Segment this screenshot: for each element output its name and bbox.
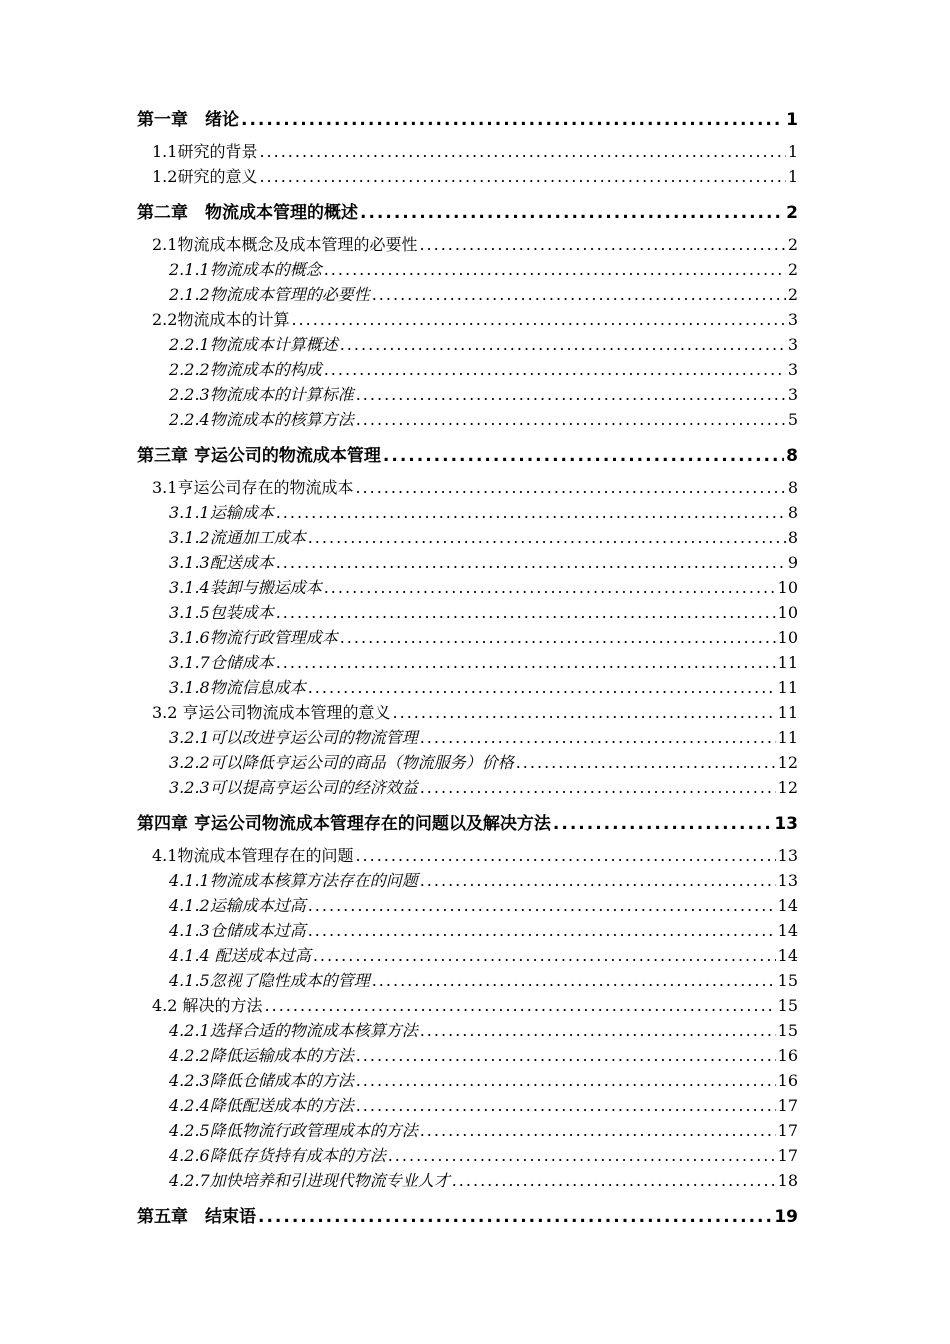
dot-leader <box>420 1021 776 1040</box>
dot-leader <box>356 1096 776 1115</box>
toc-entry-title: 4.1.1物流成本核算方法存在的问题 <box>169 871 418 890</box>
toc-entry-title: 3.1.6物流行政管理成本 <box>169 628 338 647</box>
toc-entry-page-number: 3 <box>787 385 798 404</box>
dot-leader <box>276 503 786 522</box>
toc-entry-sec[interactable] <box>152 232 798 255</box>
toc-entry-page-number: 3 <box>787 310 798 329</box>
dot-leader <box>516 753 776 772</box>
toc-entry-title: 1.1研究的背景 <box>152 142 258 161</box>
toc-entry-page-number: 9 <box>787 553 798 572</box>
toc-entry-page-number: 13 <box>777 846 798 865</box>
toc-entry-sub[interactable] <box>169 725 798 748</box>
dot-leader <box>276 603 776 622</box>
toc-entry-page-number: 10 <box>777 603 798 622</box>
toc-entry-sub[interactable] <box>169 600 798 623</box>
toc-entry-sub[interactable] <box>169 968 798 991</box>
dot-leader <box>355 478 785 497</box>
toc-entry-title: 4.2.5降低物流行政管理成本的方法 <box>169 1121 418 1140</box>
toc-entry-sub[interactable] <box>169 550 798 573</box>
toc-entry-title: 3.1亨运公司存在的物流成本 <box>152 478 354 497</box>
toc-entry-title: 4.1物流成本管理存在的问题 <box>152 846 354 865</box>
toc-entry-sec[interactable] <box>152 843 798 866</box>
toc-entry-sec[interactable] <box>152 993 798 1016</box>
dot-leader <box>265 996 776 1015</box>
toc-entry-page-number: 10 <box>777 628 798 647</box>
toc-entry-page-number: 17 <box>777 1096 798 1115</box>
toc-entry-page-number: 15 <box>777 996 798 1015</box>
toc-entry-sub[interactable] <box>169 1143 798 1166</box>
dot-leader <box>360 203 784 223</box>
toc-entry-title: 4.1.5忽视了隐性成本的管理 <box>169 971 370 990</box>
toc-entry-sub[interactable] <box>169 1093 798 1116</box>
toc-entry-title: 3.1.4装卸与搬运成本 <box>169 578 322 597</box>
dot-leader <box>241 110 784 130</box>
toc-entry-sub[interactable] <box>169 775 798 798</box>
toc-entry-sec[interactable] <box>152 164 798 187</box>
toc-entry-sec[interactable] <box>152 700 798 723</box>
dot-leader <box>291 310 785 329</box>
toc-entry-title: 4.1.2运输成本过高 <box>169 896 306 915</box>
toc-entry-title: 第五章 结束语 <box>137 1207 256 1227</box>
toc-entry-title: 1.2研究的意义 <box>152 167 258 186</box>
toc-entry-page-number: 17 <box>777 1146 798 1165</box>
toc-entry-page-number: 1 <box>787 142 798 161</box>
toc-entry-page-number: 8 <box>787 478 798 497</box>
toc-entry-page-number: 18 <box>777 1171 798 1190</box>
toc-entry-title: 4.2.6降低存货持有成本的方法 <box>169 1146 386 1165</box>
toc-entry-title: 第三章 亨运公司的物流成本管理 <box>137 446 381 466</box>
toc-entry-sub[interactable] <box>169 650 798 673</box>
toc-entry-chapter[interactable] <box>137 105 798 130</box>
toc-entry-sub[interactable] <box>169 868 798 891</box>
dot-leader <box>383 446 784 466</box>
dot-leader <box>356 1071 776 1090</box>
dot-leader <box>340 628 776 647</box>
dot-leader <box>259 167 785 186</box>
toc-entry-title: 2.2.3物流成本的计算标准 <box>169 385 354 404</box>
toc-entry-page-number: 11 <box>777 728 798 747</box>
dot-leader <box>276 653 776 672</box>
toc-entry-title: 3.2.1可以改进亨运公司的物流管理 <box>169 728 418 747</box>
toc-entry-page-number: 3 <box>787 360 798 379</box>
toc-entry-page-number: 1 <box>786 110 798 130</box>
toc-entry-sub[interactable] <box>169 575 798 598</box>
toc-entry-title: 3.1.8物流信息成本 <box>169 678 306 697</box>
toc-entry-title: 3.1.7仓储成本 <box>169 653 274 672</box>
toc-entry-page-number: 2 <box>787 260 798 279</box>
dot-leader <box>258 1207 772 1227</box>
toc-entry-sec[interactable] <box>152 475 798 498</box>
dot-leader <box>420 871 776 890</box>
toc-entry-title: 第二章 物流成本管理的概述 <box>137 203 358 223</box>
toc-entry-title: 4.2 解决的方法 <box>152 996 263 1015</box>
toc-entry-page-number: 15 <box>777 971 798 990</box>
dot-leader <box>324 260 786 279</box>
dot-leader <box>356 385 786 404</box>
toc-entry-title: 第一章 绪论 <box>137 110 239 130</box>
toc-entry-page-number: 11 <box>777 703 798 722</box>
toc-entry-sub[interactable] <box>169 1068 798 1091</box>
dot-leader <box>308 896 776 915</box>
toc-entry-sub[interactable] <box>169 282 798 305</box>
toc-entry-sub[interactable] <box>169 382 798 405</box>
toc-entry-page-number: 16 <box>777 1071 798 1090</box>
toc-entry-title: 2.2.4物流成本的核算方法 <box>169 410 354 429</box>
toc-entry-page-number: 1 <box>787 167 798 186</box>
toc-entry-page-number: 12 <box>777 753 798 772</box>
toc-entry-title: 4.2.1选择合适的物流成本核算方法 <box>169 1021 418 1040</box>
toc-entry-chapter[interactable] <box>137 441 798 466</box>
toc-entry-page-number: 17 <box>777 1121 798 1140</box>
dot-leader <box>356 1046 776 1065</box>
toc-entry-sub[interactable] <box>169 675 798 698</box>
toc-entry-page-number: 13 <box>774 814 798 834</box>
toc-entry-page-number: 3 <box>787 335 798 354</box>
toc-entry-sub[interactable] <box>169 1018 798 1041</box>
toc-entry-sub[interactable] <box>169 357 798 380</box>
toc-entry-title: 3.2.3可以提高亨运公司的经济效益 <box>169 778 418 797</box>
toc-entry-chapter[interactable] <box>137 809 798 834</box>
toc-entry-title: 3.1.1运输成本 <box>169 503 274 522</box>
dot-leader <box>313 946 776 965</box>
toc-entry-page-number: 11 <box>777 678 798 697</box>
dot-leader <box>324 360 786 379</box>
toc-entry-page-number: 2 <box>787 235 798 254</box>
toc-entry-page-number: 2 <box>786 203 798 223</box>
toc-entry-sec[interactable] <box>152 139 798 162</box>
toc-entry-title: 3.1.2流通加工成本 <box>169 528 306 547</box>
toc-entry-title: 4.2.3降低仓储成本的方法 <box>169 1071 354 1090</box>
toc-entry-sub[interactable] <box>169 500 798 523</box>
toc-entry-sub[interactable] <box>169 525 798 548</box>
toc-entry-page-number: 8 <box>787 503 798 522</box>
dot-leader <box>419 235 785 254</box>
dot-leader <box>355 846 775 865</box>
dot-leader <box>452 1171 776 1190</box>
toc-entry-sub[interactable] <box>169 1168 798 1191</box>
toc-entry-chapter[interactable] <box>137 198 798 223</box>
toc-entry-page-number: 19 <box>774 1207 798 1227</box>
toc-entry-sub[interactable] <box>169 943 798 966</box>
toc-entry-title: 2.1物流成本概念及成本管理的必要性 <box>152 235 418 254</box>
toc-entry-title: 4.2.4降低配送成本的方法 <box>169 1096 354 1115</box>
toc-entry-title: 3.2 亨运公司物流成本管理的意义 <box>152 703 391 722</box>
dot-leader <box>340 335 786 354</box>
dot-leader <box>393 703 776 722</box>
toc-entry-title: 3.1.5包装成本 <box>169 603 274 622</box>
toc-entry-page-number: 8 <box>786 446 798 466</box>
toc-entry-title: 4.2.7加快培养和引进现代物流专业人才 <box>169 1171 450 1190</box>
dot-leader <box>372 285 786 304</box>
dot-leader <box>372 971 776 990</box>
toc-entry-sub[interactable] <box>169 1043 798 1066</box>
toc-entry-sub[interactable] <box>169 750 798 773</box>
toc-entry-sub[interactable] <box>169 625 798 648</box>
toc-entry-sub[interactable] <box>169 257 798 280</box>
dot-leader <box>308 528 786 547</box>
dot-leader <box>324 578 776 597</box>
toc-entry-sub[interactable] <box>169 918 798 941</box>
toc-entry-chapter[interactable] <box>137 1202 798 1227</box>
toc-entry-sub[interactable] <box>169 407 798 430</box>
toc-entry-title: 4.1.3仓储成本过高 <box>169 921 306 940</box>
toc-entry-title: 2.1.1物流成本的概念 <box>169 260 322 279</box>
toc-entry-page-number: 11 <box>777 653 798 672</box>
toc-entry-sec[interactable] <box>152 307 798 330</box>
dot-leader <box>308 678 776 697</box>
toc-entry-sub[interactable] <box>169 1118 798 1141</box>
toc-entry-title: 2.2.1物流成本计算概述 <box>169 335 338 354</box>
dot-leader <box>388 1146 776 1165</box>
dot-leader <box>420 728 776 747</box>
toc-entry-page-number: 8 <box>787 528 798 547</box>
toc-entry-title: 3.2.2可以降低亨运公司的商品（物流服务）价格 <box>169 753 514 772</box>
toc-entry-page-number: 14 <box>777 946 798 965</box>
toc-entry-page-number: 12 <box>777 778 798 797</box>
toc-entry-page-number: 10 <box>777 578 798 597</box>
toc-entry-page-number: 16 <box>777 1046 798 1065</box>
toc-entry-sub[interactable] <box>169 893 798 916</box>
toc-entry-title: 4.1.4 配送成本过高 <box>169 946 311 965</box>
dot-leader <box>420 778 776 797</box>
dot-leader <box>308 921 776 940</box>
dot-leader <box>420 1121 776 1140</box>
dot-leader <box>276 553 786 572</box>
toc-entry-page-number: 5 <box>787 410 798 429</box>
dot-leader <box>356 410 786 429</box>
toc-entry-title: 2.2.2物流成本的构成 <box>169 360 322 379</box>
toc-entry-title: 4.2.2降低运输成本的方法 <box>169 1046 354 1065</box>
dot-leader <box>553 814 772 834</box>
toc-entry-title: 3.1.3配送成本 <box>169 553 274 572</box>
toc-entry-title: 第四章 亨运公司物流成本管理存在的问题以及解决方法 <box>137 814 551 834</box>
toc-entry-page-number: 14 <box>777 921 798 940</box>
toc-entry-sub[interactable] <box>169 332 798 355</box>
toc-entry-title: 2.1.2物流成本管理的必要性 <box>169 285 370 304</box>
dot-leader <box>259 142 785 161</box>
toc-entry-title: 2.2物流成本的计算 <box>152 310 290 329</box>
toc-entry-page-number: 15 <box>777 1021 798 1040</box>
toc-entry-page-number: 13 <box>777 871 798 890</box>
toc-entry-page-number: 2 <box>787 285 798 304</box>
toc-entry-page-number: 14 <box>777 896 798 915</box>
